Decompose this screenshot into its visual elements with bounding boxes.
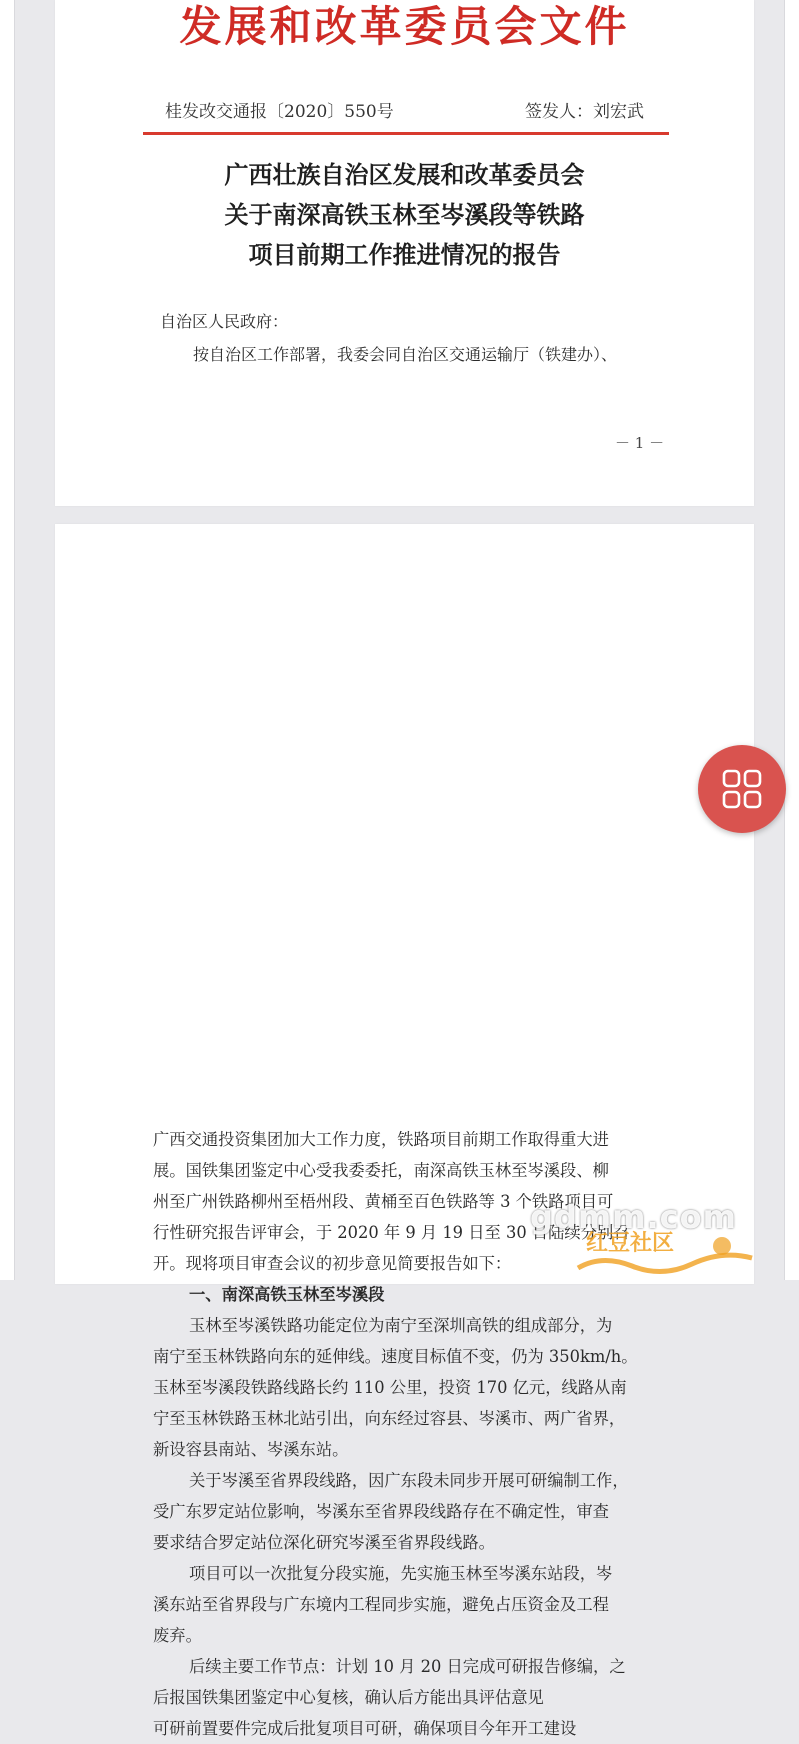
text-line: 展。国铁集团鉴定中心受我委委托，南深高铁玉林至岑溪段、柳 xyxy=(153,1161,609,1180)
site-watermark: gdmm.com xyxy=(530,1198,737,1236)
red-divider-line xyxy=(143,132,669,135)
title-line: 关于南深高铁玉林至岑溪段等铁路 xyxy=(224,200,585,229)
grid-four-squares-icon xyxy=(722,769,762,809)
signer: 签发人：刘宏武 xyxy=(525,102,644,122)
title-line: 项目前期工作推进情况的报告 xyxy=(248,240,561,269)
first-paragraph: 按自治区工作部署，我委会同自治区交通运输厅（铁建办）、 xyxy=(193,345,618,364)
text-line: 项目可以一次批复分段实施，先实施玉林至岑溪东站段，岑 xyxy=(189,1564,613,1583)
document-page-2 xyxy=(55,524,754,1738)
text-line: 南宁至玉林铁路向东的延伸线。速度目标值不变，仍为 350km/h。 xyxy=(153,1347,638,1366)
text-line: 玉林至岑溪段铁路线路长约 110 公里，投资 170 亿元，线路从南 xyxy=(153,1378,627,1397)
text-line: 要求结合罗定站位深化研究岑溪至省界段线路。 xyxy=(153,1533,495,1552)
issuer-header: 发展和改革委员会文件 xyxy=(179,2,630,51)
title-line: 广西壮族自治区发展和改革委员会 xyxy=(224,160,585,189)
document-title xyxy=(55,155,754,275)
floating-menu-button[interactable] xyxy=(698,745,786,833)
text-line: 溪东站至省界段与广东境内工程同步实施，避免占压资金及工程 xyxy=(153,1595,609,1614)
section-heading: 一、南深高铁玉林至岑溪段 xyxy=(189,1285,385,1304)
text-line: 行性研究报告评审会，于 2020 年 9 月 19 日至 30 日陆续分别召 xyxy=(153,1223,630,1242)
logo-text: 红豆社区 xyxy=(586,1231,675,1256)
document-page-1 xyxy=(55,0,754,506)
hongdou-logo-icon xyxy=(572,1228,762,1280)
text-line: 后续主要工作节点：计划 10 月 20 日完成可研报告修编，之 xyxy=(189,1657,626,1676)
text-line: 受广东罗定站位影响，岑溪东至省界段线路存在不确定性，审查 xyxy=(153,1502,609,1521)
left-margin-strip xyxy=(0,0,15,1280)
salutation: 自治区人民政府： xyxy=(160,312,289,331)
text-line: 广西交通投资集团加大工作力度，铁路项目前期工作取得重大进 xyxy=(153,1130,609,1149)
text-line: 后报国铁集团鉴定中心复核，确认后方能出具评估意见 xyxy=(153,1688,544,1707)
right-margin-strip xyxy=(784,0,799,1280)
document-number: 桂发改交通报〔2020〕550号 xyxy=(165,102,394,122)
text-line: 玉林至岑溪铁路功能定位为南宁至深圳高铁的组成部分，为 xyxy=(189,1316,613,1335)
text-line: 可研前置要件完成后批复项目可研，确保项目今年开工建设 xyxy=(153,1719,577,1738)
text-line: 开。现将项目审查会议的初步意见简要报告如下： xyxy=(153,1254,512,1273)
page-number: － 1 － xyxy=(615,434,665,452)
text-line: 新设容县南站、岑溪东站。 xyxy=(153,1440,349,1459)
text-line: 关于岑溪至省界段线路，因广东段未同步开展可研编制工作， xyxy=(189,1471,629,1490)
text-line: 州至广州铁路柳州至梧州段、黄桶至百色铁路等 3 个铁路项目可 xyxy=(153,1192,614,1211)
text-line: 宁至玉林铁路玉林北站引出，向东经过容县、岑溪市、两广省界， xyxy=(153,1409,626,1428)
text-line: 废弃。 xyxy=(153,1626,202,1645)
